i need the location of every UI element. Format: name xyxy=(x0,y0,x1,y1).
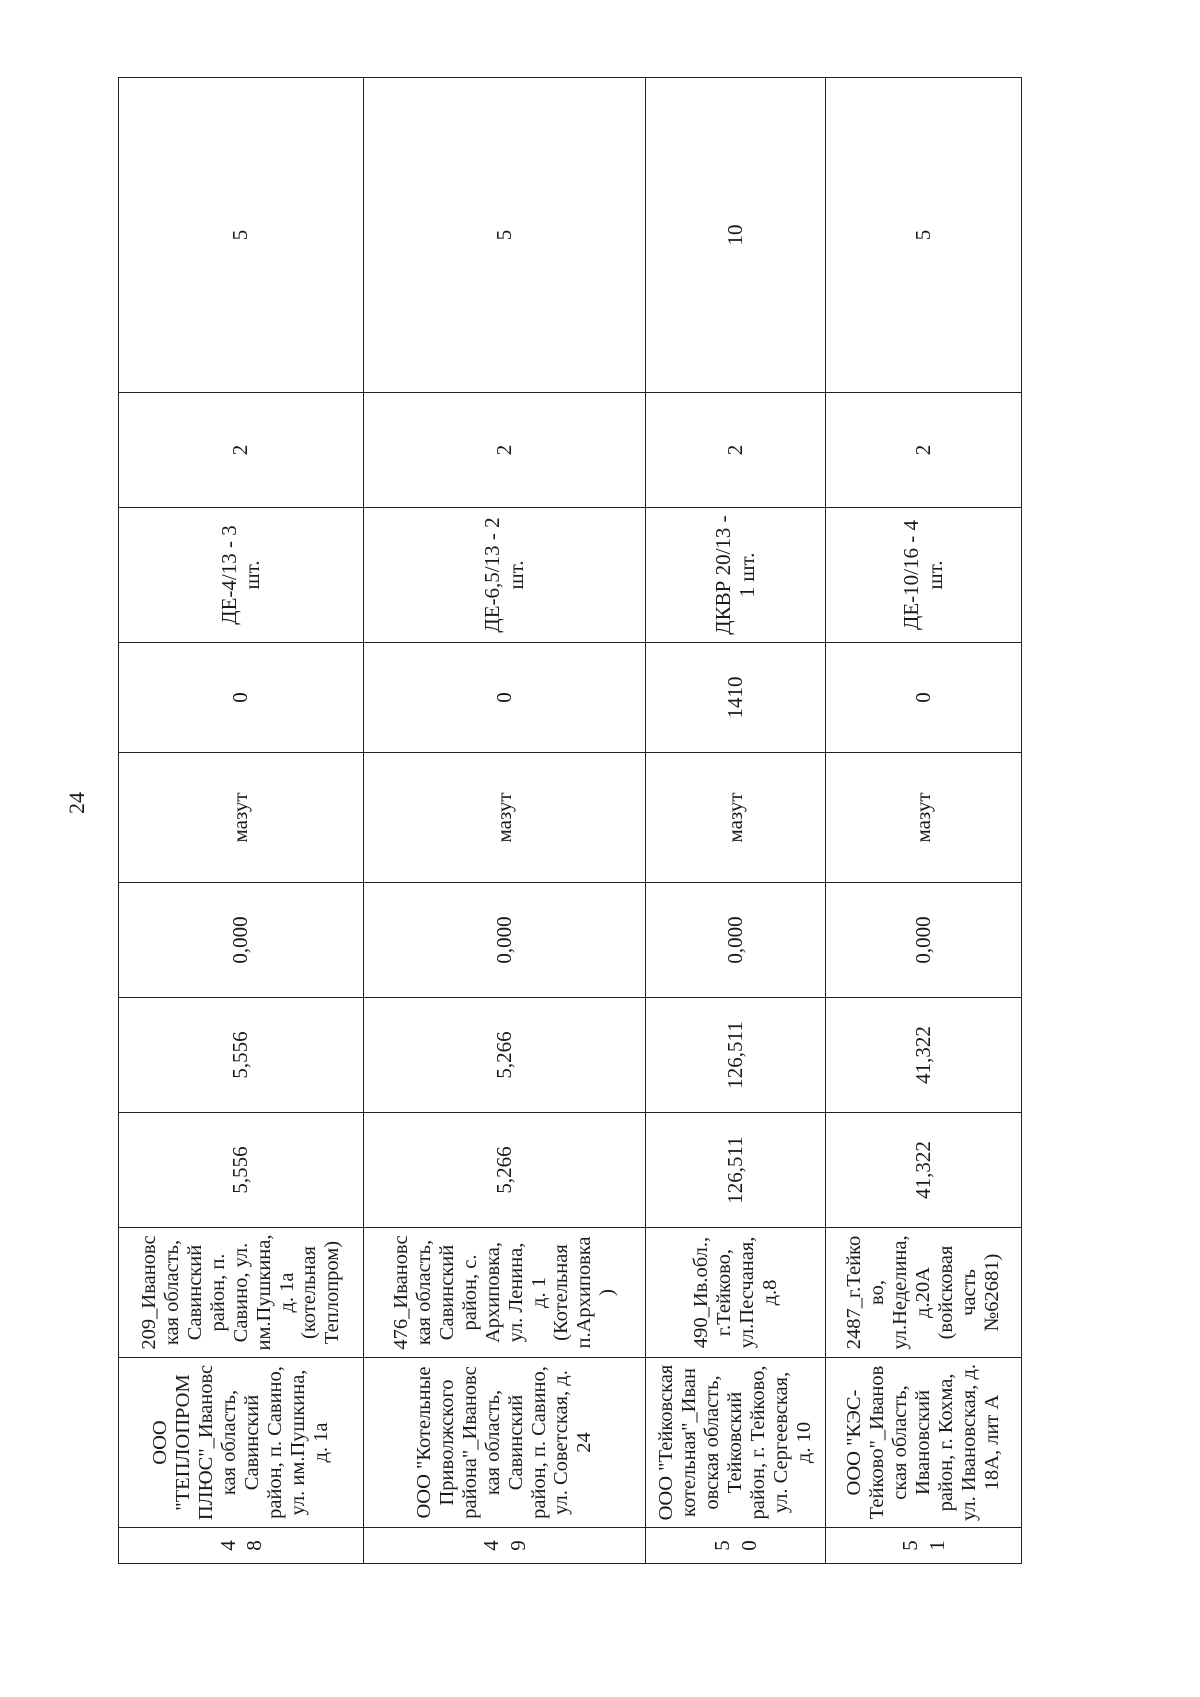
value-2-cell: 126,511 xyxy=(645,998,825,1113)
organization-cell: ООО "Котельные Приволжского района"_Ивановская область, Савинский район, п. Савино, ул. Советская, д. 24 xyxy=(364,1358,646,1528)
page-number: 24 xyxy=(64,792,89,814)
table-row xyxy=(119,78,364,1564)
value-3-cell: 0,000 xyxy=(826,883,1022,998)
boilers-cell: ДЕ-6,5/13 - 2 шт. xyxy=(364,508,646,643)
value-4-cell: 0 xyxy=(826,643,1022,753)
fuel-cell: мазут xyxy=(826,753,1022,883)
table-row xyxy=(645,78,825,1564)
value-6-cell: 10 xyxy=(645,78,825,393)
heat-source-cell: 2487_г.Тейково, ул.Неделина, д.20А (войсковая часть №62681) xyxy=(826,1228,1022,1358)
row-number-cell: 50 xyxy=(645,1528,825,1564)
organization-cell: ООО "ТЕПЛОПРОМ ПЛЮС"_Ивановская область, Савинский район, п. Савино, ул. им.Пушкина, д. 1а xyxy=(119,1358,364,1528)
value-5-cell: 2 xyxy=(645,393,825,508)
value-1-cell: 5,266 xyxy=(364,1113,646,1228)
value-4-cell: 0 xyxy=(119,643,364,753)
value-5-cell: 2 xyxy=(364,393,646,508)
boilers-cell: ДЕ-10/16 - 4 шт. xyxy=(826,508,1022,643)
value-4-cell: 1410 xyxy=(645,643,825,753)
value-2-cell: 5,556 xyxy=(119,998,364,1113)
value-1-cell: 41,322 xyxy=(826,1113,1022,1228)
value-6-cell: 5 xyxy=(364,78,646,393)
row-number-cell: 49 xyxy=(364,1528,646,1564)
value-2-cell: 41,322 xyxy=(826,998,1022,1113)
heat-source-cell: 209_Ивановская область, Савинский район, п. Савино, ул. им.Пушкина, д. 1а (котельная Теплопром) xyxy=(119,1228,364,1358)
value-3-cell: 0,000 xyxy=(364,883,646,998)
fuel-cell: мазут xyxy=(645,753,825,883)
data-table xyxy=(118,77,1022,1564)
boilers-cell: ДЕ-4/13 - 3 шт. xyxy=(119,508,364,643)
value-5-cell: 2 xyxy=(119,393,364,508)
value-2-cell: 5,266 xyxy=(364,998,646,1113)
table-row xyxy=(826,78,1022,1564)
fuel-cell: мазут xyxy=(119,753,364,883)
value-3-cell: 0,000 xyxy=(645,883,825,998)
value-1-cell: 5,556 xyxy=(119,1113,364,1228)
heat-source-cell: 476_Ивановская область, Савинский район, с. Архиповка, ул. Ленина, д. 1 (Котельная п.Архиповка) xyxy=(364,1228,646,1358)
fuel-cell: мазут xyxy=(364,753,646,883)
boilers-cell: ДКВР 20/13 - 1 шт. xyxy=(645,508,825,643)
organization-cell: ООО "Тейковская котельная"_Ивановская область, Тейковский район, г. Тейково, ул. Сергеевская, д. 10 xyxy=(645,1358,825,1528)
table-row xyxy=(364,78,646,1564)
row-number-cell: 51 xyxy=(826,1528,1022,1564)
table-container xyxy=(118,78,1022,1564)
value-6-cell: 5 xyxy=(119,78,364,393)
value-1-cell: 126,511 xyxy=(645,1113,825,1228)
value-4-cell: 0 xyxy=(364,643,646,753)
row-number-cell: 48 xyxy=(119,1528,364,1564)
organization-cell: ООО "КЭС-Тейково"_Ивановская область, Ивановский район, г. Кохма, ул. Ивановская, д. 18А, лит А xyxy=(826,1358,1022,1528)
heat-source-cell: 490_Ив.обл., г.Тейково, ул.Песчаная, д.8 xyxy=(645,1228,825,1358)
value-6-cell: 5 xyxy=(826,78,1022,393)
value-3-cell: 0,000 xyxy=(119,883,364,998)
value-5-cell: 2 xyxy=(826,393,1022,508)
